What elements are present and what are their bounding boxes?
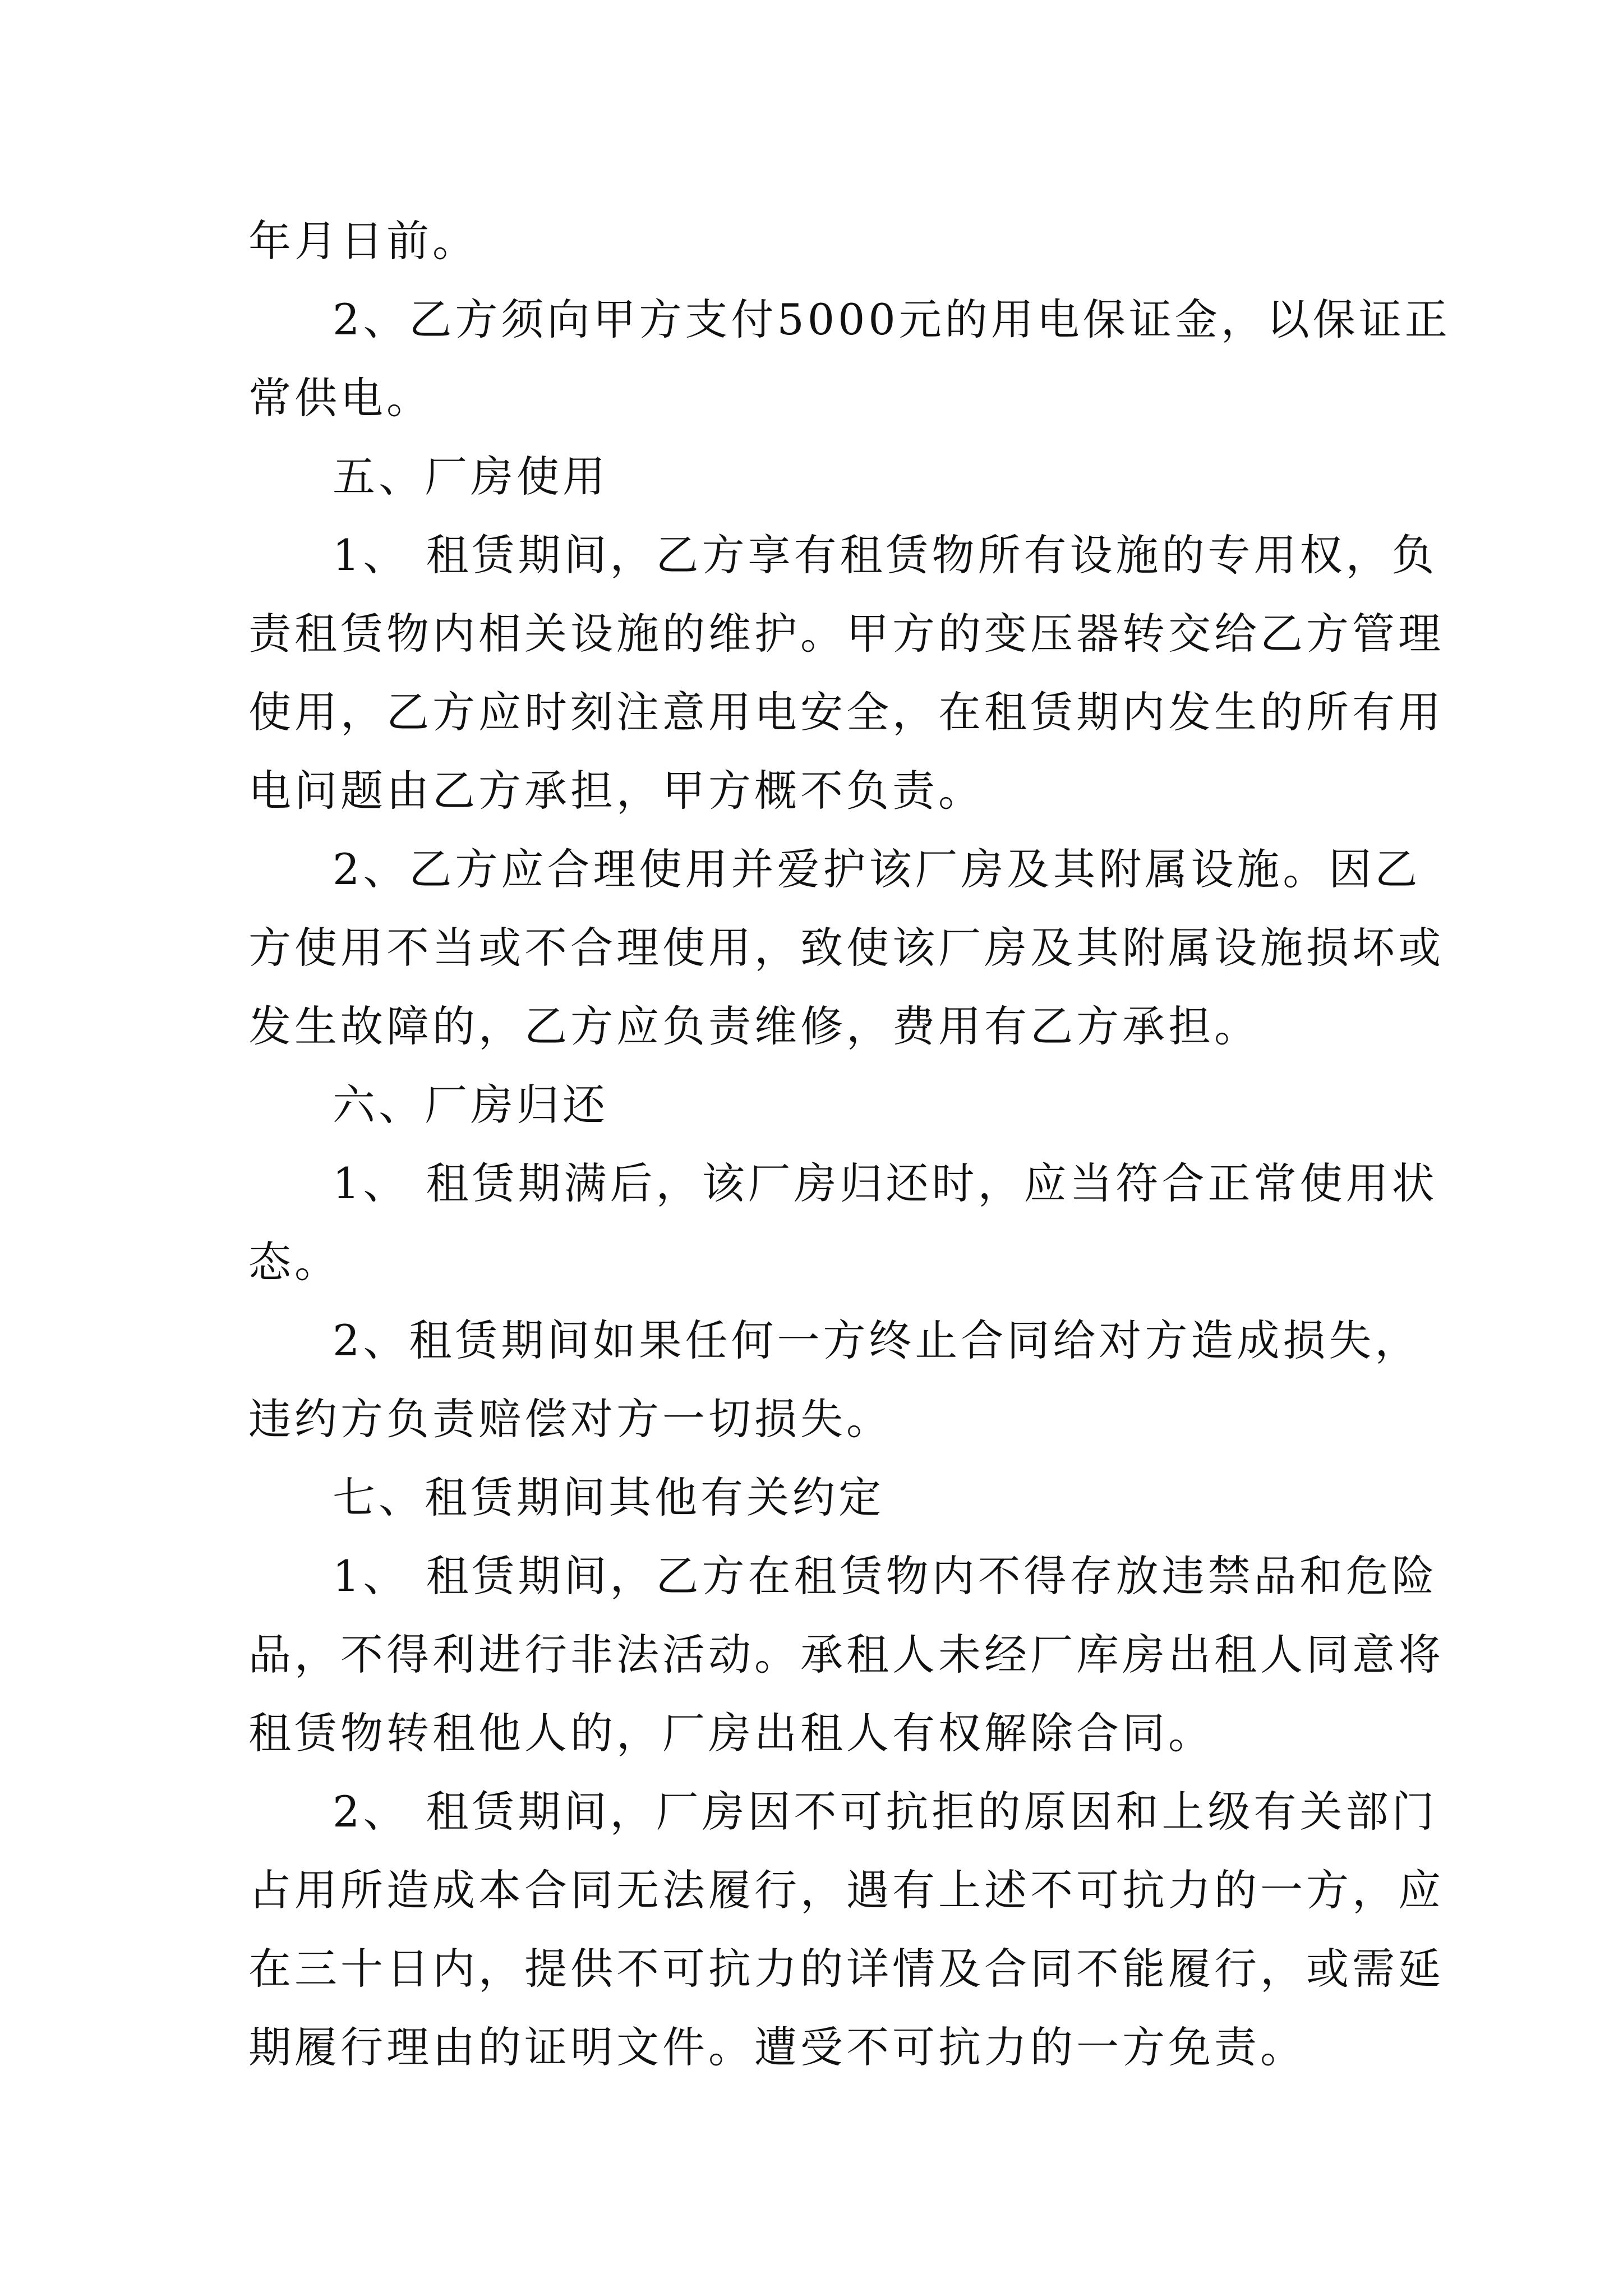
text-line: 使用，乙方应时刻注意用电安全，在租赁期内发生的所有用 <box>248 687 1444 737</box>
text-line: 2、乙方须向甲方支付5000元的用电保证金，以保证正 <box>333 295 1451 344</box>
section-heading: 六、厂房归还 <box>333 1080 608 1130</box>
text-line: 占用所造成本合同无法履行，遇有上述不可抗力的一方，应 <box>248 1865 1444 1915</box>
text-line: 年月日前。 <box>248 216 478 266</box>
section-heading: 七、租赁期间其他有关约定 <box>333 1473 884 1522</box>
text-line: 在三十日内，提供不可抗力的详情及合同不能履行，或需延 <box>248 1944 1444 1994</box>
text-line: 1、 租赁期间，乙方享有租赁物所有设施的专用权，负 <box>333 530 1438 580</box>
text-line: 发生故障的，乙方应负责维修，费用有乙方承担。 <box>248 1001 1260 1051</box>
text-line: 责租赁物内相关设施的维护。甲方的变压器转交给乙方管理 <box>248 609 1444 659</box>
section-heading: 五、厂房使用 <box>333 452 608 501</box>
text-line: 方使用不当或不合理使用，致使该厂房及其附属设施损坏或 <box>248 923 1444 973</box>
document-body <box>248 202 1451 2087</box>
text-line: 态。 <box>248 1237 340 1287</box>
text-line: 常供电。 <box>248 373 432 423</box>
text-line: 品，不得利进行非法活动。承租人未经厂库房出租人同意将 <box>248 1630 1444 1680</box>
text-line: 违约方负责赔偿对方一切损失。 <box>248 1394 892 1444</box>
text-line: 1、 租赁期满后，该厂房归还时，应当符合正常使用状 <box>333 1158 1438 1208</box>
text-line: 期履行理由的证明文件。遭受不可抗力的一方免责。 <box>248 2022 1306 2072</box>
text-line: 1、 租赁期间，乙方在租赁物内不得存放违禁品和危险 <box>333 1551 1438 1601</box>
text-line: 2、乙方应合理使用并爱护该厂房及其附属设施。因乙 <box>333 844 1421 894</box>
text-line: 租赁物转租他人的，厂房出租人有权解除合同。 <box>248 1708 1214 1758</box>
text-line: 电问题由乙方承担，甲方概不负责。 <box>248 766 984 816</box>
text-line: 2、租赁期间如果任何一方终止合同给对方造成损失， <box>333 1315 1421 1365</box>
text-line: 2、 租赁期间，厂房因不可抗拒的原因和上级有关部门 <box>333 1787 1438 1837</box>
